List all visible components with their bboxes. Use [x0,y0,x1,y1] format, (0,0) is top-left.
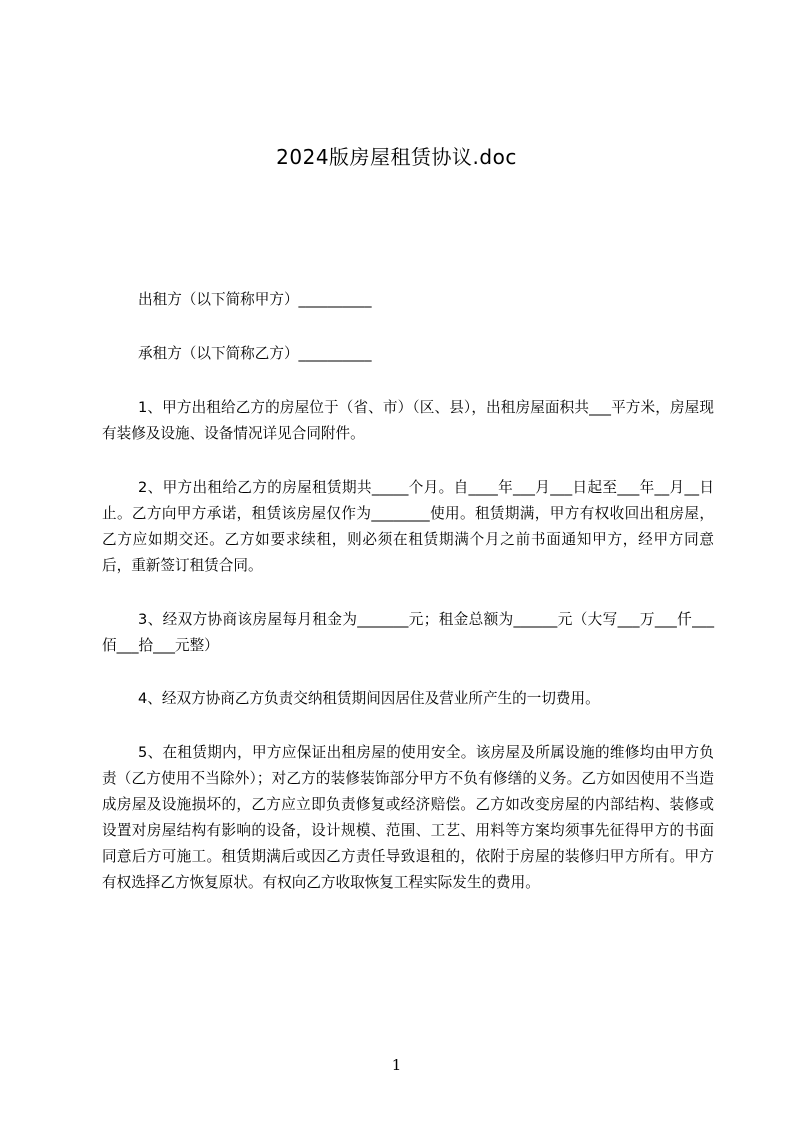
clause-2: 2、甲方出租给乙方的房屋租赁期共_____个月。自____年___月___日起至___年__月__日止。乙方向甲方承诺，租赁该房屋仅作为________使用。租赁期满，甲方有权收回出租房屋，乙方应如期交还。乙方如要求续租，则必须在租赁期满个月之前书面通知甲方，经甲方同意后，重新签订租赁合同。 [102,479,714,574]
clause-3: 3、经双方协商该房屋每月租金为_______元；租金总额为______元（大写___万___仟___佰___拾___元整） [102,611,714,654]
clause-4: 4、经双方协商乙方负责交纳租赁期间因居住及营业所产生的一切费用。 [138,690,600,707]
lessor-line: 出租方（以下简称甲方）__________ [138,291,372,308]
document-title: 2024版房屋租赁协议.doc [276,145,517,169]
page-number: 1 [391,1056,402,1074]
clause-5: 5、在租赁期内，甲方应保证出租房屋的使用安全。该房屋及所属设施的维修均由甲方负责（乙方使用不当除外）；对乙方的装修装饰部分甲方不负有修缮的义务。乙方如因使用不当造成房屋及设施损坏的，乙方应立即负责修复或经济赔偿。乙方如改变房屋的内部结构、装修或设置对房屋结构有影响的设备，设计规模、范围、工艺、用料等方案均须事先征得甲方的书面同意后方可施工。租赁期满后或因乙方责任导致退租的，依附于房屋的装修归甲方所有。甲方有权选择乙方恢复原状。有权向乙方收取恢复工程实际发生的费用。 [102,744,714,891]
lessee-line: 承租方（以下简称乙方）__________ [138,345,372,362]
clause-1: 1、甲方出租给乙方的房屋位于（省、市）（区、县），出租房屋面积共___平方米，房屋现有装修及设施、设备情况详见合同附件。 [102,399,714,442]
